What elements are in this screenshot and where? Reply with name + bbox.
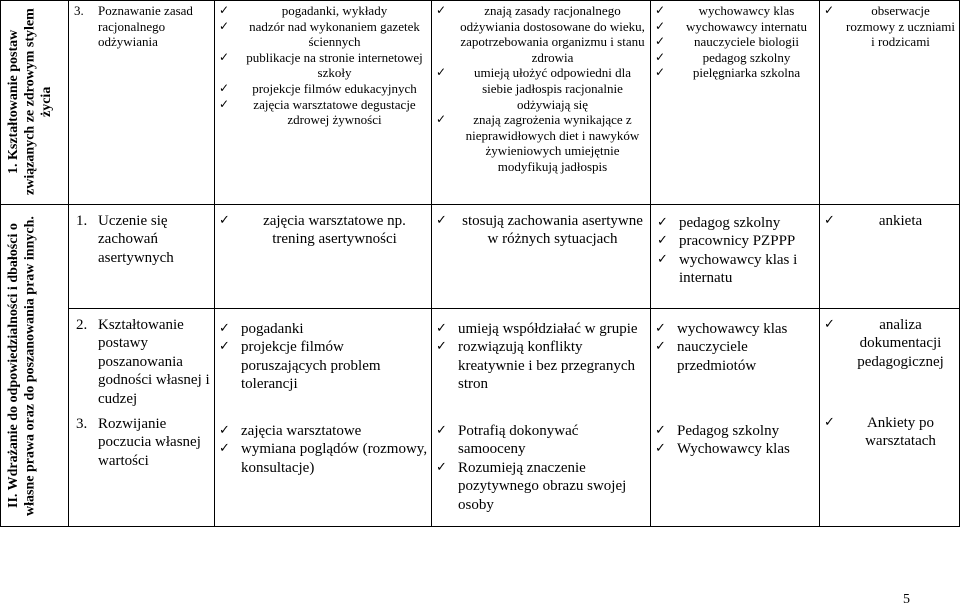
col-border-left [0, 0, 1, 527]
col-divider-2 [214, 0, 215, 527]
list-item: ✓ wymiana poglądów (rozmowy, konsultacje) [216, 440, 428, 477]
table-top-border [0, 0, 960, 1]
list-item: ✓ projekcje filmów edukacyjnych [216, 81, 428, 97]
list-item: ✓ znają zasady racjonalnego odżywiania dostosowane do wieku, zapotrzebowania organizmu i stanu zdrowia [433, 3, 647, 65]
list-item: ✓ rozwiązują konflikty kreatywnie i bez przegranych stron [433, 338, 647, 393]
table-bottom-border [0, 526, 960, 527]
list-item: ✓ pielęgniarka szkolna [652, 65, 816, 81]
col-divider-3 [431, 0, 432, 527]
col-divider-1 [68, 0, 69, 527]
list-item: ✓ umieją współdziałać w grupie [433, 320, 647, 338]
list-item: ✓ obserwacje rozmowy z uczniami i rodzicami [821, 3, 955, 50]
forms-self-worth [216, 422, 428, 477]
list-item: ✓ nauczyciele biologii [652, 34, 816, 50]
section2-heading: II. Wdrażanie do odpowiedzialności i dbałości o własne prawa oraz do poszanowania praw innych. [6, 216, 38, 516]
section1-forms-list [216, 3, 428, 128]
list-item: ✓ ankieta [821, 212, 955, 230]
responsible-dignity [652, 320, 816, 375]
list-item: ✓ nauczyciele przedmiotów [652, 338, 816, 375]
section1-effects-list [433, 3, 647, 175]
row-divider-1 [0, 204, 960, 205]
evaluation-self-worth [821, 414, 955, 451]
task-dignity: 2. Kształtowanie postawy poszanowania godności własnej i cudzej [76, 317, 210, 407]
list-item: ✓ Ankiety po warsztatach [821, 414, 955, 451]
page-number: 5 [903, 592, 910, 607]
list-item: ✓ pogadanki, wykłady [216, 3, 428, 19]
section1-evaluation-list [821, 3, 955, 50]
list-item: ✓ Pedagog szkolny [652, 422, 816, 440]
effects-dignity [433, 320, 647, 394]
list-item: ✓ pedagog szkolny [654, 214, 816, 232]
col-divider-5 [819, 0, 820, 527]
list-item: ✓ Rozumieją znaczenie pozytywnego obrazu swojej osoby [433, 459, 647, 514]
task-self-worth: 3. Rozwijanie poczucia własnej wartości [76, 416, 201, 469]
evaluation-assertive [821, 212, 955, 230]
effects-self-worth [433, 422, 647, 514]
col-divider-4 [650, 0, 651, 527]
list-item: ✓ publikacje na stronie internetowej szkoły [216, 50, 428, 81]
list-item: ✓ analiza dokumentacji pedagogicznej [821, 316, 955, 371]
list-item: ✓ wychowawcy klas [652, 320, 816, 338]
list-item: ✓ nadzór nad wykonaniem gazetek ściennych [216, 19, 428, 50]
row-divider-2 [68, 308, 960, 309]
list-item: ✓ zajęcia warsztatowe [216, 422, 428, 440]
list-item: ✓ wychowawcy klas [652, 3, 816, 19]
forms-dignity [216, 320, 428, 394]
list-item: ✓ projekcje filmów poruszających problem tolerancji [216, 338, 428, 393]
list-item: ✓ pracownicy PZPPP [654, 232, 816, 250]
list-item: ✓ zajęcia warsztatowe degustacje zdrowej żywności [216, 97, 428, 128]
effects-assertive [433, 212, 647, 249]
list-item: ✓ Potrafią dokonywać samooceny [433, 422, 647, 459]
list-item: ✓ zajęcia warsztatowe np. trening asertywności [216, 212, 428, 249]
responsible-self-worth [652, 422, 816, 459]
list-item: ✓ Wychowawcy klas [652, 440, 816, 458]
evaluation-dignity [821, 316, 955, 371]
section1-responsible-list [652, 3, 816, 81]
list-item: ✓ pedagog szkolny [652, 50, 816, 66]
responsible-assertive [654, 214, 816, 288]
forms-assertive [216, 212, 428, 249]
section1-heading: 1. Kształtowanie postaw związanych ze zdrowym stylem życia [6, 8, 54, 196]
list-item: ✓ wychowawcy klas i internatu [654, 251, 816, 288]
list-item: ✓ pogadanki [216, 320, 428, 338]
list-item: ✓ umieją ułożyć odpowiedni dla siebie jadłospis racjonalnie odżywiają się [433, 65, 647, 112]
list-item: ✓ znają zagrożenia wynikające z nieprawidłowych diet i nawyków żywieniowych umiejętnie modyfikują jadłospis [433, 112, 647, 174]
section1-task: 3. Poznawanie zasad racjonalnego odżywiania [74, 3, 193, 50]
list-item: ✓ stosują zachowania asertywne w różnych sytuacjach [433, 212, 647, 249]
task-assertive: 1. Uczenie się zachowań asertywnych [76, 213, 174, 266]
list-item: ✓ wychowawcy internatu [652, 19, 816, 35]
